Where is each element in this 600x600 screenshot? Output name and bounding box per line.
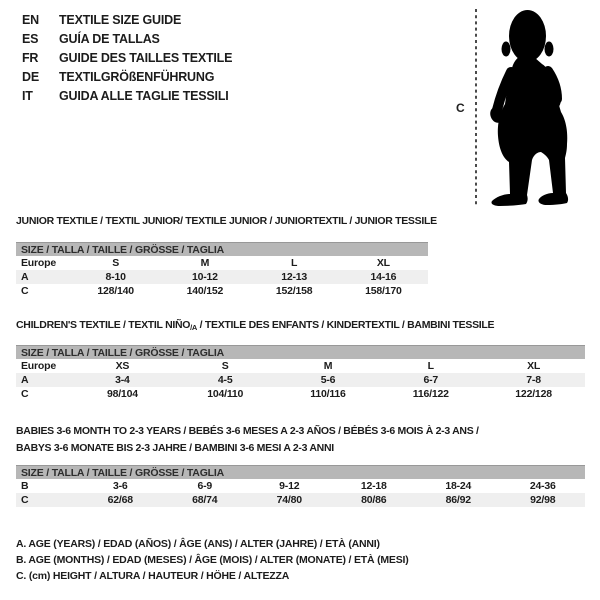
size-cell: 116/122 xyxy=(412,388,449,400)
size-cell: S xyxy=(221,360,229,372)
language-code: EN xyxy=(22,13,39,27)
height-measure-label: C xyxy=(456,101,465,115)
size-cell: L xyxy=(291,257,298,269)
section-title-children xyxy=(16,319,594,331)
row-label: A xyxy=(21,374,29,386)
language-code: ES xyxy=(22,32,39,46)
row-label: A xyxy=(21,271,29,283)
row-label: B xyxy=(21,480,29,492)
row-label: C xyxy=(21,285,29,297)
table-row xyxy=(16,387,585,401)
size-cell: 18-24 xyxy=(445,480,472,492)
size-cell: 6-9 xyxy=(197,480,213,492)
size-cell: 14-16 xyxy=(370,271,397,283)
legend-line-a: A. AGE (YEARS) / EDAD (AÑOS) / ÂGE (ANS) / ALTER (JAHRE) / ETÀ (ANNI) xyxy=(16,538,380,550)
size-cell: 104/110 xyxy=(207,388,244,400)
section-title-text: / TEXTILE DES ENFANTS / KINDERTEXTIL / BAMBINI TESSILE xyxy=(197,319,495,331)
measure-legend xyxy=(16,536,409,584)
table-row xyxy=(16,270,428,284)
section-title-line: BABIES 3-6 MONTH TO 2-3 YEARS / BEBÉS 3-6 MESES A 2-3 AÑOS / BÉBÉS 3-6 MOIS À 2-3 ANS / xyxy=(16,425,479,437)
size-cell: 6-7 xyxy=(423,374,439,386)
size-cell: 80/86 xyxy=(361,494,387,506)
size-cell: 140/152 xyxy=(186,285,224,297)
size-cell: 3-4 xyxy=(115,374,130,386)
section-title-babies xyxy=(16,423,594,457)
language-code: FR xyxy=(22,51,39,65)
table-row xyxy=(16,284,428,298)
language-list xyxy=(22,11,232,106)
size-cell: XL xyxy=(527,360,541,372)
section-title-subscript: /A xyxy=(190,323,198,332)
size-cell: 158/170 xyxy=(365,285,402,297)
size-cell: 3-6 xyxy=(112,480,128,492)
language-code: DE xyxy=(22,70,39,84)
language-row xyxy=(22,11,232,30)
size-cell: XL xyxy=(376,257,390,269)
language-row xyxy=(22,68,232,87)
legend-line-c: C. (cm) HEIGHT / ALTURA / HAUTEUR / HÖHE / ALTEZZA xyxy=(16,570,290,582)
section-title-text: CHILDREN'S TEXTILE / TEXTIL NIÑO xyxy=(16,319,191,331)
size-cell: 152/158 xyxy=(275,285,313,297)
size-cell: M xyxy=(200,257,210,269)
size-cell: 9-12 xyxy=(279,480,300,492)
size-cell: 4-5 xyxy=(217,374,233,386)
size-cell: 86/92 xyxy=(445,494,471,506)
legend-line-b: B. AGE (MONTHS) / EDAD (MESES) / ÂGE (MOIS) / ALTER (MONATE) / ETÀ (MESI) xyxy=(16,554,409,566)
size-cell: 7-8 xyxy=(526,374,541,386)
language-row xyxy=(22,87,232,106)
language-label: GUÍA DE TALLAS xyxy=(59,32,160,46)
row-label: C xyxy=(21,388,29,400)
section-title-line: BABYS 3-6 MONATE BIS 2-3 JAHRE / BAMBINI 3-6 MESI A 2-3 ANNI xyxy=(16,442,334,454)
section-title-junior: JUNIOR TEXTILE / TEXTIL JUNIOR/ TEXTILE JUNIOR / JUNIORTEXTIL / JUNIOR TESSILE xyxy=(16,215,437,227)
baby-silhouette-icon xyxy=(488,10,568,206)
table-row xyxy=(16,359,585,373)
baby-silhouette-figure xyxy=(455,8,585,208)
size-table-babies xyxy=(16,465,585,507)
size-cell: 68/74 xyxy=(192,494,218,506)
size-cell: S xyxy=(112,257,120,269)
size-cell: 92/98 xyxy=(530,494,556,506)
size-cell: 12-13 xyxy=(281,271,308,283)
table-row xyxy=(16,479,585,493)
size-cell: XS xyxy=(115,360,130,372)
language-row xyxy=(22,49,232,68)
table-row xyxy=(16,373,585,387)
size-cell: 74/80 xyxy=(276,494,302,506)
size-cell: M xyxy=(323,360,333,372)
table-row xyxy=(16,256,428,270)
size-cell: 24-36 xyxy=(529,480,556,492)
language-label: TEXTILGRÖßENFÜHRUNG xyxy=(59,70,215,84)
language-label: GUIDE DES TAILLES TEXTILE xyxy=(59,51,233,65)
size-header-bar: SIZE / TALLA / TAILLE / GRÖSSE / TAGLIA xyxy=(16,345,585,359)
size-cell: 8-10 xyxy=(105,271,126,283)
row-label: C xyxy=(21,494,29,506)
size-cell: 128/140 xyxy=(97,285,134,297)
size-cell: 110/116 xyxy=(310,388,346,400)
size-cell: 98/104 xyxy=(106,388,138,400)
row-label: Europe xyxy=(21,360,56,372)
language-code: IT xyxy=(22,89,33,103)
size-cell: 10-12 xyxy=(191,271,218,283)
size-table-children xyxy=(16,345,585,401)
size-cell: 5-6 xyxy=(320,374,336,386)
size-cell: L xyxy=(427,360,434,372)
size-cell: 12-18 xyxy=(360,480,387,492)
size-table-junior xyxy=(16,242,428,298)
row-label: Europe xyxy=(21,257,56,269)
size-header-bar: SIZE / TALLA / TAILLE / GRÖSSE / TAGLIA xyxy=(16,242,428,256)
size-cell: 62/68 xyxy=(107,494,133,506)
table-row xyxy=(16,493,585,507)
language-label: GUIDA ALLE TAGLIE TESSILI xyxy=(59,89,229,103)
size-cell: 122/128 xyxy=(515,388,552,400)
language-row xyxy=(22,30,232,49)
size-header-bar: SIZE / TALLA / TAILLE / GRÖSSE / TAGLIA xyxy=(16,465,585,479)
language-label: TEXTILE SIZE GUIDE xyxy=(59,13,182,27)
